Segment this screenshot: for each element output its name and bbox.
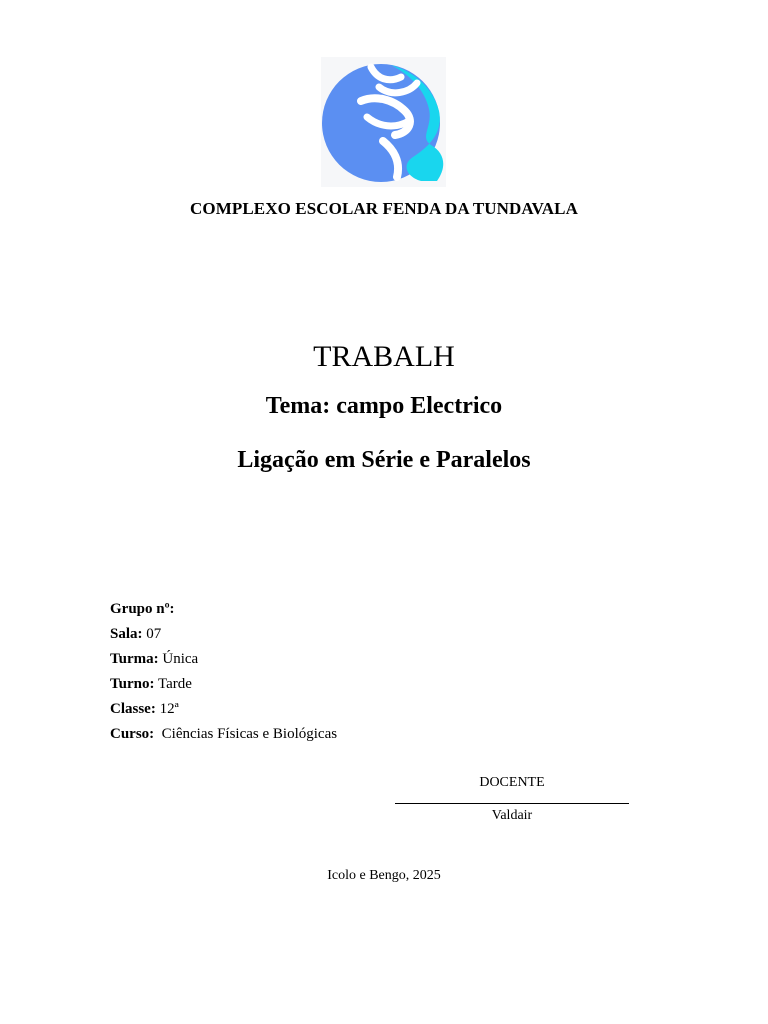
docente-label: DOCENTE: [479, 775, 545, 790]
classe-label: Classe:: [110, 701, 156, 717]
sala-label: Sala:: [110, 626, 143, 642]
docente-name: Valdair: [491, 808, 533, 823]
document-subtheme: Ligação em Série e Paralelos: [237, 447, 531, 473]
document-theme: Tema: campo Electrico: [265, 393, 503, 419]
turno-value: Tarde: [154, 676, 192, 692]
curso-value: Ciências Físicas e Biológicas: [154, 726, 338, 742]
info-row-classe: [110, 699, 337, 724]
info-row-turno: [110, 674, 337, 699]
info-row-sala: [110, 624, 337, 649]
curso-label: Curso:: [110, 726, 155, 742]
classe-value: 12ª: [155, 701, 179, 717]
info-row-curso: [110, 724, 337, 749]
grupo-label: Grupo nº:: [110, 601, 175, 617]
document-title: TRABALH: [313, 340, 455, 373]
sala-value: 07: [142, 626, 162, 642]
docente-signature-block: [395, 775, 629, 824]
school-logo-icon: [321, 57, 446, 187]
school-logo: [321, 57, 446, 187]
info-row-turma: [110, 649, 337, 674]
place-date: Icolo e Bengo, 2025: [327, 868, 441, 883]
turma-label: Turma:: [110, 651, 159, 667]
turma-value: Única: [158, 651, 199, 667]
signature-line: [395, 803, 629, 804]
school-name: COMPLEXO ESCOLAR FENDA DA TUNDAVALA: [190, 199, 578, 218]
turno-label: Turno:: [110, 676, 155, 692]
student-info: [110, 599, 337, 749]
info-row-grupo: [110, 599, 337, 624]
